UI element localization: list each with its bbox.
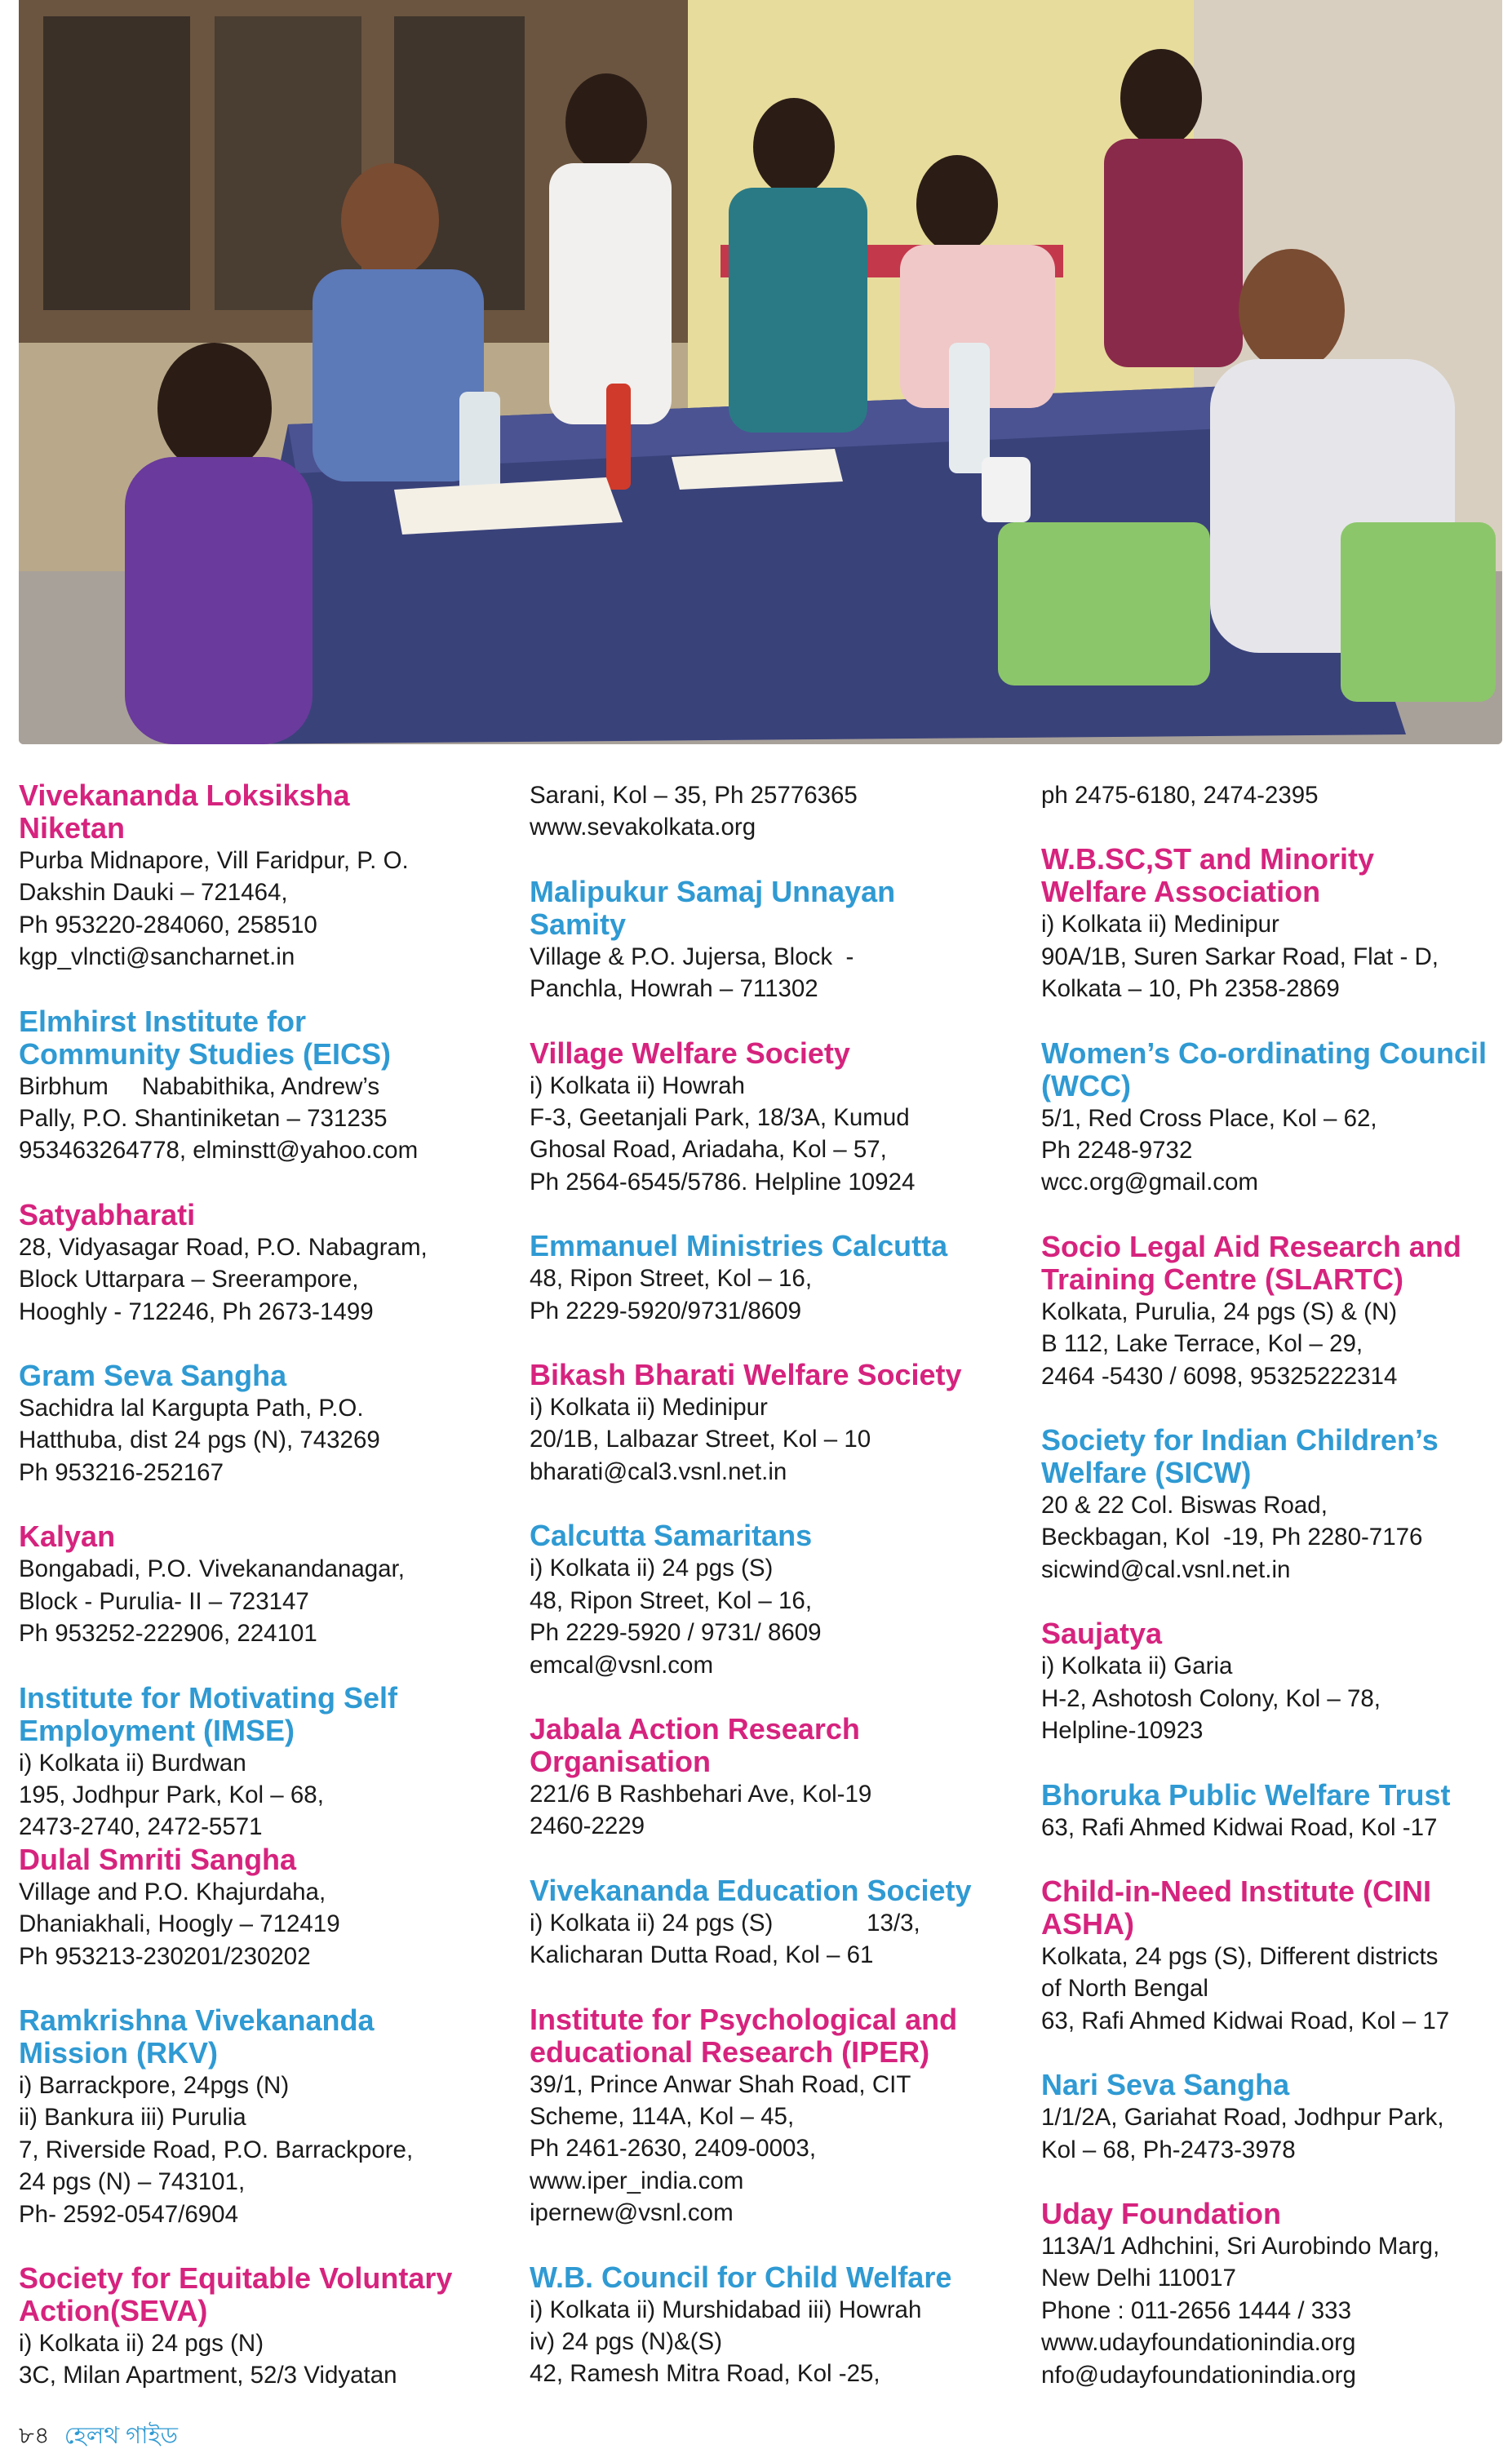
listing-sicw <box>1041 1424 1506 1586</box>
org-name: Calcutta Samaritans <box>530 1519 813 1553</box>
area-line: Kolkata, 24 pgs (S), Different districts <box>1041 1942 1439 1970</box>
area-line: i) Kolkata ii) Howrah <box>530 1071 745 1099</box>
address-line: Purba Midnapore, Vill Faridpur, P. O. <box>19 847 409 874</box>
address-line: Panchla, Howrah – 711302 <box>530 975 818 1003</box>
area-line: i) Kolkata ii) Murshidabad iii) Howrah <box>530 2296 922 2323</box>
address-line: Beckbagan, Kol -19, Ph 2280-7176 <box>1041 1524 1423 1551</box>
org-name: Employment (IMSE) <box>19 1713 295 1747</box>
listing-dulal-smriti-sangha <box>19 1843 508 1972</box>
phone-line: Ph 2461-2630, 2409-0003, <box>530 2135 817 2163</box>
area-line: i) Kolkata ii) Burdwan <box>19 1749 246 1777</box>
phone-line: 2460-2229 <box>530 1812 645 1840</box>
area-line: of North Bengal <box>1041 1975 1208 2003</box>
address-line: Kalicharan Dutta Road, Kol – 61 <box>530 1941 874 1969</box>
listing-saujatya <box>1041 1617 1506 1746</box>
address-line: 90A/1B, Suren Sarkar Road, Flat - D, <box>1041 943 1439 970</box>
org-name: (WCC) <box>1041 1068 1131 1102</box>
org-name: Village Welfare Society <box>530 1036 850 1070</box>
phone-line: 2464 -5430 / 6098, 95325222314 <box>1041 1362 1398 1390</box>
page-number: ৮৪ <box>19 2423 50 2449</box>
listing-kalyan <box>19 1520 508 1649</box>
area-line: i) Kolkata ii) 24 pgs (S) <box>530 1555 774 1582</box>
area-line: i) Kolkata ii) Garia <box>1041 1653 1233 1680</box>
phone-line: ph 2475-6180, 2474-2395 <box>1041 782 1319 809</box>
address-line: F-3, Geetanjali Park, 18/3A, Kumud <box>530 1104 910 1132</box>
org-name: Child-in-Need Institute (CINI <box>1041 1874 1431 1908</box>
listing-wb-sc-st-minority-welfare-association <box>1041 843 1506 1005</box>
listing-jabala-action-research-organisation <box>530 1713 1019 1843</box>
org-name: Socio Legal Aid Research and <box>1041 1229 1461 1263</box>
org-name: Community Studies (EICS) <box>19 1036 392 1071</box>
phone-line: Ph 2229-5920/9731/8609 <box>530 1297 801 1324</box>
address-line: 28, Vidyasagar Road, P.O. Nabagram, <box>19 1233 428 1261</box>
org-name: Training Centre (SLARTC) <box>1041 1262 1404 1296</box>
listing-wb-council-continued <box>1041 779 1506 811</box>
address-line: 48, Ripon Street, Kol – 16, <box>530 1265 813 1293</box>
phone-line: 2473-2740, 2472-5571 <box>19 1813 263 1841</box>
address-line: Hooghly - 712246, Ph 2673-1499 <box>19 1298 374 1325</box>
org-name: Women’s Co-ordinating Council <box>1041 1036 1487 1070</box>
phone-line: Ph 2229-5920 / 9731/ 8609 <box>530 1619 822 1647</box>
listing-iper <box>530 2003 1019 2229</box>
org-name: Satyabharati <box>19 1197 196 1231</box>
listing-vivekananda-loksiksha-niketan <box>19 779 508 974</box>
listing-imse <box>19 1682 508 1843</box>
address-line: Birbhum Nababithika, Andrew’s <box>19 1072 380 1100</box>
website-line: www.sevakolkata.org <box>530 814 756 841</box>
listing-cini-asha <box>1041 1875 1506 2037</box>
address-line: 195, Jodhpur Park, Kol – 68, <box>19 1781 324 1808</box>
website-line: www.udayfoundationindia.org <box>1041 2329 1356 2357</box>
org-name: Elmhirst Institute for <box>19 1004 307 1038</box>
email-line: bharati@cal3.vsnl.net.in <box>530 1457 787 1485</box>
column-3 <box>1041 779 1506 2423</box>
address-line: Scheme, 114A, Kol – 45, <box>530 2102 795 2130</box>
listing-malipukur-samaj-unnayan-samity <box>530 876 1019 1005</box>
org-name: Bhoruka Public Welfare Trust <box>1041 1777 1451 1812</box>
org-name: Samity <box>530 907 627 941</box>
contact-line: 953463264778, elminstt@yahoo.com <box>19 1137 419 1165</box>
address-line: Sarani, Kol – 35, Ph 25776365 <box>530 782 858 809</box>
address-line: 3C, Milan Apartment, 52/3 Vidyatan <box>19 2362 397 2389</box>
address-line: Block - Purulia- II – 723147 <box>19 1587 309 1615</box>
listing-village-welfare-society <box>530 1037 1019 1199</box>
phone-line: Ph 2248-9732 <box>1041 1137 1193 1165</box>
health-camp-photo <box>19 0 1502 744</box>
email-line: kgp_vlncti@sancharnet.in <box>19 943 295 971</box>
org-name: Saujatya <box>1041 1617 1163 1651</box>
listing-satyabharati <box>19 1199 508 1328</box>
org-name: Kalyan <box>19 1520 116 1554</box>
listing-slartc <box>1041 1231 1506 1392</box>
org-name: Bikash Bharati Welfare Society <box>530 1358 962 1392</box>
org-name: Uday Foundation <box>1041 2196 1281 2230</box>
email-line: nfo@udayfoundationindia.org <box>1041 2361 1356 2389</box>
address-line: Block Uttarpara – Sreerampore, <box>19 1266 359 1293</box>
listing-eics <box>19 1005 508 1167</box>
email-line: ipernew@vsnl.com <box>530 2199 734 2227</box>
org-name: W.B.SC,ST and Minority <box>1041 842 1375 876</box>
listing-rkv <box>19 2004 508 2230</box>
listing-nari-seva-sangha <box>1041 2069 1506 2166</box>
address-line: 1/1/2A, Gariahat Road, Jodhpur Park, <box>1041 2104 1444 2132</box>
org-name: Organisation <box>530 1744 712 1778</box>
org-name: Action(SEVA) <box>19 2293 208 2327</box>
phone-line: Ph 953252-222906, 224101 <box>19 1620 317 1648</box>
address-line: B 112, Lake Terrace, Kol – 29, <box>1041 1330 1363 1358</box>
phone-line: Ph 2564-6545/5786. Helpline 10924 <box>530 1168 916 1196</box>
publication-name: হেলথ গাইড <box>64 2423 178 2449</box>
area-line: ii) Bankura iii) Purulia <box>19 2104 246 2132</box>
address-line: Sachidra lal Kargupta Path, P.O. <box>19 1395 364 1422</box>
address-line: Dhaniakhali, Hoogly – 712419 <box>19 1910 340 1938</box>
listing-wb-council-for-child-welfare <box>530 2261 1019 2390</box>
address-line: 7, Riverside Road, P.O. Barrackpore, <box>19 2136 414 2163</box>
phone-line: Ph- 2592-0547/6904 <box>19 2200 239 2228</box>
org-name: Nari Seva Sangha <box>1041 2068 1290 2102</box>
org-name: ASHA) <box>1041 1906 1134 1941</box>
address-line: 63, Rafi Ahmed Kidwai Road, Kol -17 <box>1041 1813 1438 1841</box>
listing-bhoruka-public-welfare-trust <box>1041 1779 1506 1843</box>
address-line: 20/1B, Lalbazar Street, Kol – 10 <box>530 1426 871 1453</box>
phone-line: Kol – 68, Ph-2473-3978 <box>1041 2136 1296 2163</box>
address-line: 48, Ripon Street, Kol – 16, <box>530 1586 813 1614</box>
address-line: Village & P.O. Jujersa, Block - <box>530 943 854 970</box>
area-line: i) Barrackpore, 24pgs (N) <box>19 2071 290 2099</box>
address-line: 221/6 B Rashbehari Ave, Kol-19 <box>530 1780 872 1808</box>
org-name: Jabala Action Research <box>530 1711 860 1746</box>
org-name: educational Research (IPER) <box>530 2034 930 2069</box>
org-name: Gram Seva Sangha <box>19 1359 287 1393</box>
website-line: www.iper_india.com <box>530 2167 744 2194</box>
org-name: Emmanuel Ministries Calcutta <box>530 1229 948 1263</box>
address-line: 24 pgs (N) – 743101, <box>19 2168 246 2196</box>
area-line: i) Kolkata ii) Medinipur <box>1041 911 1279 938</box>
area-line: i) Kolkata ii) 24 pgs (N) <box>19 2329 264 2357</box>
org-name: Welfare Association <box>1041 875 1321 909</box>
listing-gram-seva-sangha <box>19 1360 508 1488</box>
address-line: Hatthuba, dist 24 pgs (N), 743269 <box>19 1426 380 1454</box>
page-footer <box>19 2424 178 2448</box>
org-name: Institute for Psychological and <box>530 2002 958 2036</box>
org-name: Welfare (SICW) <box>1041 1456 1252 1490</box>
address-line: 20 & 22 Col. Biswas Road, <box>1041 1492 1328 1520</box>
address-line: Pally, P.O. Shantiniketan – 731235 <box>19 1105 388 1133</box>
org-name: Dulal Smriti Sangha <box>19 1842 297 1876</box>
listing-emmanuel-ministries-calcutta <box>530 1230 1019 1327</box>
org-name: Malipukur Samaj Unnayan <box>530 874 896 908</box>
org-name: Society for Indian Children’s <box>1041 1423 1439 1457</box>
listing-bikash-bharati-welfare-society <box>530 1359 1019 1488</box>
area-line: Kolkata, Purulia, 24 pgs (S) & (N) <box>1041 1298 1398 1325</box>
listing-vivekananda-education-society <box>530 1874 1019 1972</box>
column-1 <box>19 779 508 2424</box>
area-line: i) Kolkata ii) Medinipur <box>530 1394 768 1422</box>
address-line: 5/1, Red Cross Place, Kol – 62, <box>1041 1104 1377 1132</box>
address-line: 113A/1 Adhchini, Sri Aurobindo Marg, <box>1041 2232 1440 2260</box>
org-name: Vivekananda Education Society <box>530 1873 972 1907</box>
area-line: i) Kolkata ii) 24 pgs (S) 13/3, <box>530 1909 920 1937</box>
org-name: W.B. Council for Child Welfare <box>530 2260 952 2294</box>
phone-line: Phone : 011-2656 1444 / 333 <box>1041 2296 1351 2324</box>
phone-line: Ph 953220-284060, 258510 <box>19 911 317 938</box>
listing-uday-foundation <box>1041 2198 1506 2391</box>
phone-line: Ph 953213-230201/230202 <box>19 1942 311 1970</box>
phone-line: Ph 953216-252167 <box>19 1458 224 1486</box>
phone-line: Helpline-10923 <box>1041 1717 1204 1745</box>
org-name: Niketan <box>19 811 126 845</box>
health-camp-photo-icon <box>19 0 1502 744</box>
email-line: emcal@vsnl.com <box>530 1651 714 1679</box>
org-name: Society for Equitable Voluntary <box>19 2260 453 2295</box>
address-line: New Delhi 110017 <box>1041 2265 1236 2292</box>
email-line: sicwind@cal.vsnl.net.in <box>1041 1555 1291 1583</box>
address-line: Ghosal Road, Ariadaha, Kol – 57, <box>530 1136 887 1164</box>
address-line: 42, Ramesh Mitra Road, Kol -25, <box>530 2360 880 2388</box>
address-line: Bongabadi, P.O. Vivekanandanagar, <box>19 1555 405 1583</box>
address-line: Dakshin Dauki – 721464, <box>19 879 288 907</box>
org-name: Ramkrishna Vivekananda <box>19 2003 375 2037</box>
address-line: 39/1, Prince Anwar Shah Road, CIT <box>530 2070 911 2098</box>
email-line: wcc.org@gmail.com <box>1041 1169 1259 1196</box>
address-line: Village and P.O. Khajurdaha, <box>19 1878 326 1906</box>
address-line: 63, Rafi Ahmed Kidwai Road, Kol – 17 <box>1041 2007 1450 2034</box>
phone-line: Kolkata – 10, Ph 2358-2869 <box>1041 975 1340 1003</box>
address-line: H-2, Ashotosh Colony, Kol – 78, <box>1041 1684 1381 1712</box>
org-name: Vivekananda Loksiksha <box>19 779 350 812</box>
listing-seva-continued <box>530 779 1019 844</box>
listing-calcutta-samaritans <box>530 1520 1019 1681</box>
org-name: Mission (RKV) <box>19 2035 219 2070</box>
org-name: Institute for Motivating Self <box>19 1680 397 1715</box>
listing-seva <box>19 2262 508 2392</box>
area-line: iv) 24 pgs (N)&(S) <box>530 2327 723 2355</box>
listing-wcc <box>1041 1037 1506 1199</box>
column-2 <box>530 779 1019 2422</box>
